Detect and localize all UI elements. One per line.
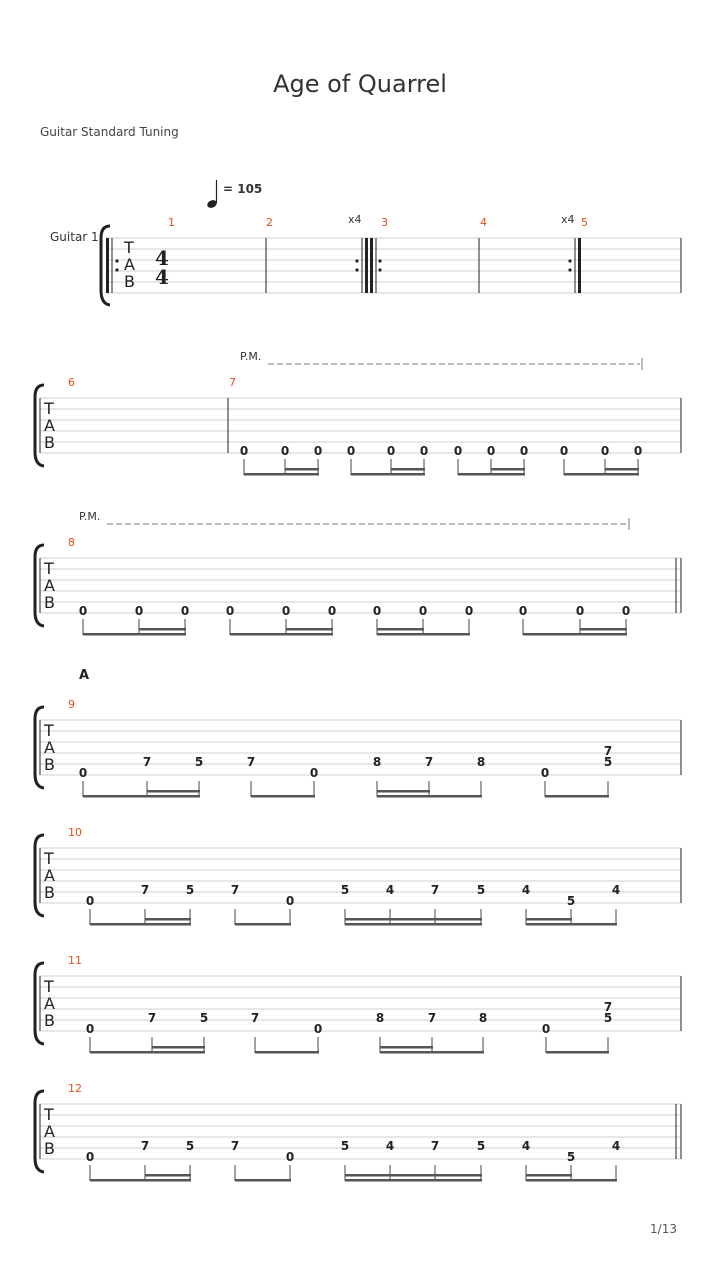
fret-number: 4 [611,883,621,897]
fret-number: 5 [185,1139,195,1153]
fret-number: 0 [78,766,88,780]
bar-number: 9 [68,698,75,711]
system-4 [35,698,681,798]
beam [244,473,319,476]
fret-number: 0 [327,604,337,618]
fret-number: 0 [225,604,235,618]
tab-clef-t: T [44,399,54,418]
beam-secondary [391,468,425,471]
tab-clef-b: B [44,593,55,612]
fret-number: 8 [375,1011,385,1025]
fret-number: 4 [385,1139,395,1153]
tab-clef-a: A [44,738,55,757]
bar-number: 4 [480,216,487,229]
staff-lines [40,976,681,1031]
fret-number: 0 [559,444,569,458]
measure-7-notes [240,444,642,476]
fret-number: 0 [313,444,323,458]
fret-number: 5 [185,883,195,897]
tab-clef-b: B [44,1139,55,1158]
fret-number: 5 [566,1150,576,1164]
beam [90,923,191,926]
palm-mute-label: P.M. [240,350,262,363]
fret-number: 0 [621,604,631,618]
fret-number: 0 [453,444,463,458]
repeat-end-start [355,238,381,293]
beam-secondary [491,468,525,471]
tab-clef-a: A [44,576,55,595]
measure-9-notes [79,744,612,798]
beam-secondary [145,1174,191,1177]
tuning-label: Guitar Standard Tuning [40,125,179,139]
fret-number: 0 [313,1022,323,1036]
fret-number: 5 [199,1011,209,1025]
measure-11-notes [86,1000,612,1054]
fret-number: 5 [340,883,350,897]
fret-number: 4 [521,1139,531,1153]
bar-number: 8 [68,536,75,549]
beam [546,1051,609,1054]
beam-secondary [152,1046,205,1049]
fret-number: 7 [603,1000,613,1014]
beam [235,1179,291,1182]
beam [255,1051,319,1054]
repeat-count: x4 [348,213,362,226]
staff-lines [40,720,681,775]
beam-secondary [285,468,319,471]
bar-number: 7 [229,376,236,389]
fret-number: 7 [603,744,613,758]
bar-number: 1 [168,216,175,229]
beam-secondary [526,1174,572,1177]
bar-number: 11 [68,954,82,967]
fret-number: 0 [464,604,474,618]
beam-secondary [377,628,424,631]
tab-clef-a: A [44,1122,55,1141]
beam [235,923,291,926]
palm-mute-label: P.M. [79,510,101,523]
system-6 [35,954,681,1054]
fret-number: 0 [486,444,496,458]
beam-secondary [377,790,430,793]
beam [83,633,186,636]
system-1 [50,180,681,305]
system-7 [35,1082,681,1182]
beam-secondary [286,628,333,631]
beam [251,795,315,798]
fret-number: 5 [476,883,486,897]
beam-secondary [345,1174,482,1177]
fret-number: 0 [419,444,429,458]
beam-secondary [380,1046,433,1049]
repeat-start [106,238,119,293]
system-3 [35,510,681,636]
fret-number: 0 [180,604,190,618]
song-title: Age of Quarrel [273,70,447,98]
fret-number: 0 [78,604,88,618]
tab-clef-a: A [44,994,55,1013]
fret-number: 0 [346,444,356,458]
fret-number: 5 [194,755,204,769]
beam-secondary [345,918,482,921]
fret-number: 7 [250,1011,260,1025]
fret-number: 5 [476,1139,486,1153]
beam [526,1179,617,1182]
svg-text:4: 4 [155,265,169,289]
fret-number: 0 [281,604,291,618]
beam [377,633,470,636]
bar-number: 10 [68,826,82,839]
bar-number: 6 [68,376,75,389]
system-2 [35,350,681,476]
fret-number: 0 [541,1022,551,1036]
fret-number: 7 [140,883,150,897]
fret-number: 7 [427,1011,437,1025]
fret-number: 4 [385,883,395,897]
beam-secondary [147,790,200,793]
beam [377,795,482,798]
fret-number: 7 [430,1139,440,1153]
tempo-value: = 105 [223,182,263,196]
tempo-marking [206,180,262,209]
staff-lines [40,848,681,903]
fret-number: 4 [611,1139,621,1153]
fret-number: 0 [85,1022,95,1036]
fret-number: 0 [518,604,528,618]
staff-lines [106,238,681,293]
fret-number: 0 [134,604,144,618]
track-name: Guitar 1 [50,230,99,244]
beam [458,473,525,476]
fret-number: 0 [280,444,290,458]
tab-clef-b: B [124,272,135,291]
fret-number: 0 [633,444,643,458]
tab-clef-t: T [44,721,54,740]
fret-number: 0 [85,1150,95,1164]
tab-clef-a: A [44,416,55,435]
beam [523,633,627,636]
beam [90,1179,191,1182]
fret-number: 4 [521,883,531,897]
fret-number: 5 [566,894,576,908]
fret-number: 8 [476,755,486,769]
beam-secondary [139,628,186,631]
beam [526,923,617,926]
repeat-count: x4 [561,213,575,226]
fret-number: 7 [230,883,240,897]
fret-number: 0 [575,604,585,618]
tab-clef-b: B [44,883,55,902]
bar-number: 3 [381,216,388,229]
beam [345,923,482,926]
beam [345,1179,482,1182]
svg-text:4: 4 [155,246,169,270]
fret-number: 0 [418,604,428,618]
tab-clef-b: B [44,755,55,774]
beam-secondary [580,628,627,631]
fret-number: 0 [239,444,249,458]
section-marker: A [79,668,90,683]
measure-12-notes [86,1139,620,1182]
fret-number: 7 [147,1011,157,1025]
fret-number: 0 [372,604,382,618]
fret-number: 7 [230,1139,240,1153]
beam-secondary [145,918,191,921]
fret-number: 0 [519,444,529,458]
beam [545,795,609,798]
beam [83,795,200,798]
fret-number: 8 [478,1011,488,1025]
fret-number: 5 [340,1139,350,1153]
fret-number: 0 [540,766,550,780]
tab-clef-b: B [44,1011,55,1030]
time-signature [155,246,169,289]
beam [380,1051,484,1054]
beam [90,1051,205,1054]
fret-number: 0 [386,444,396,458]
staff-lines [40,1104,681,1159]
repeat-end [568,238,581,293]
beam [351,473,425,476]
measure-10-notes [86,883,620,926]
fret-number: 7 [424,755,434,769]
tab-clef-t: T [44,1105,54,1124]
system-5 [35,826,681,926]
fret-number: 0 [309,766,319,780]
fret-number: 0 [85,894,95,908]
fret-number: 0 [285,894,295,908]
fret-number: 8 [372,755,382,769]
fret-number: 7 [142,755,152,769]
staff-lines [40,398,681,453]
fret-number: 7 [246,755,256,769]
beam-secondary [526,918,572,921]
beam [564,473,639,476]
tab-clef-t: T [44,849,54,868]
fret-number: 0 [285,1150,295,1164]
fret-number: 7 [140,1139,150,1153]
page-number: 1/13 [650,1222,677,1236]
tab-clef-a: A [44,866,55,885]
beam [230,633,333,636]
bar-number: 2 [266,216,273,229]
beam-secondary [605,468,639,471]
fret-number: 0 [600,444,610,458]
fret-number: 5 [603,1011,613,1025]
tab-clef-a: A [124,255,135,274]
fret-number: 7 [430,883,440,897]
bar-number: 5 [581,216,588,229]
bar-number: 12 [68,1082,82,1095]
measure-8-notes [79,604,630,636]
tab-clef-t: T [44,977,54,996]
fret-number: 5 [603,755,613,769]
tab-clef-t: T [124,238,134,257]
tab-clef-t: T [44,559,54,578]
tab-clef-b: B [44,433,55,452]
